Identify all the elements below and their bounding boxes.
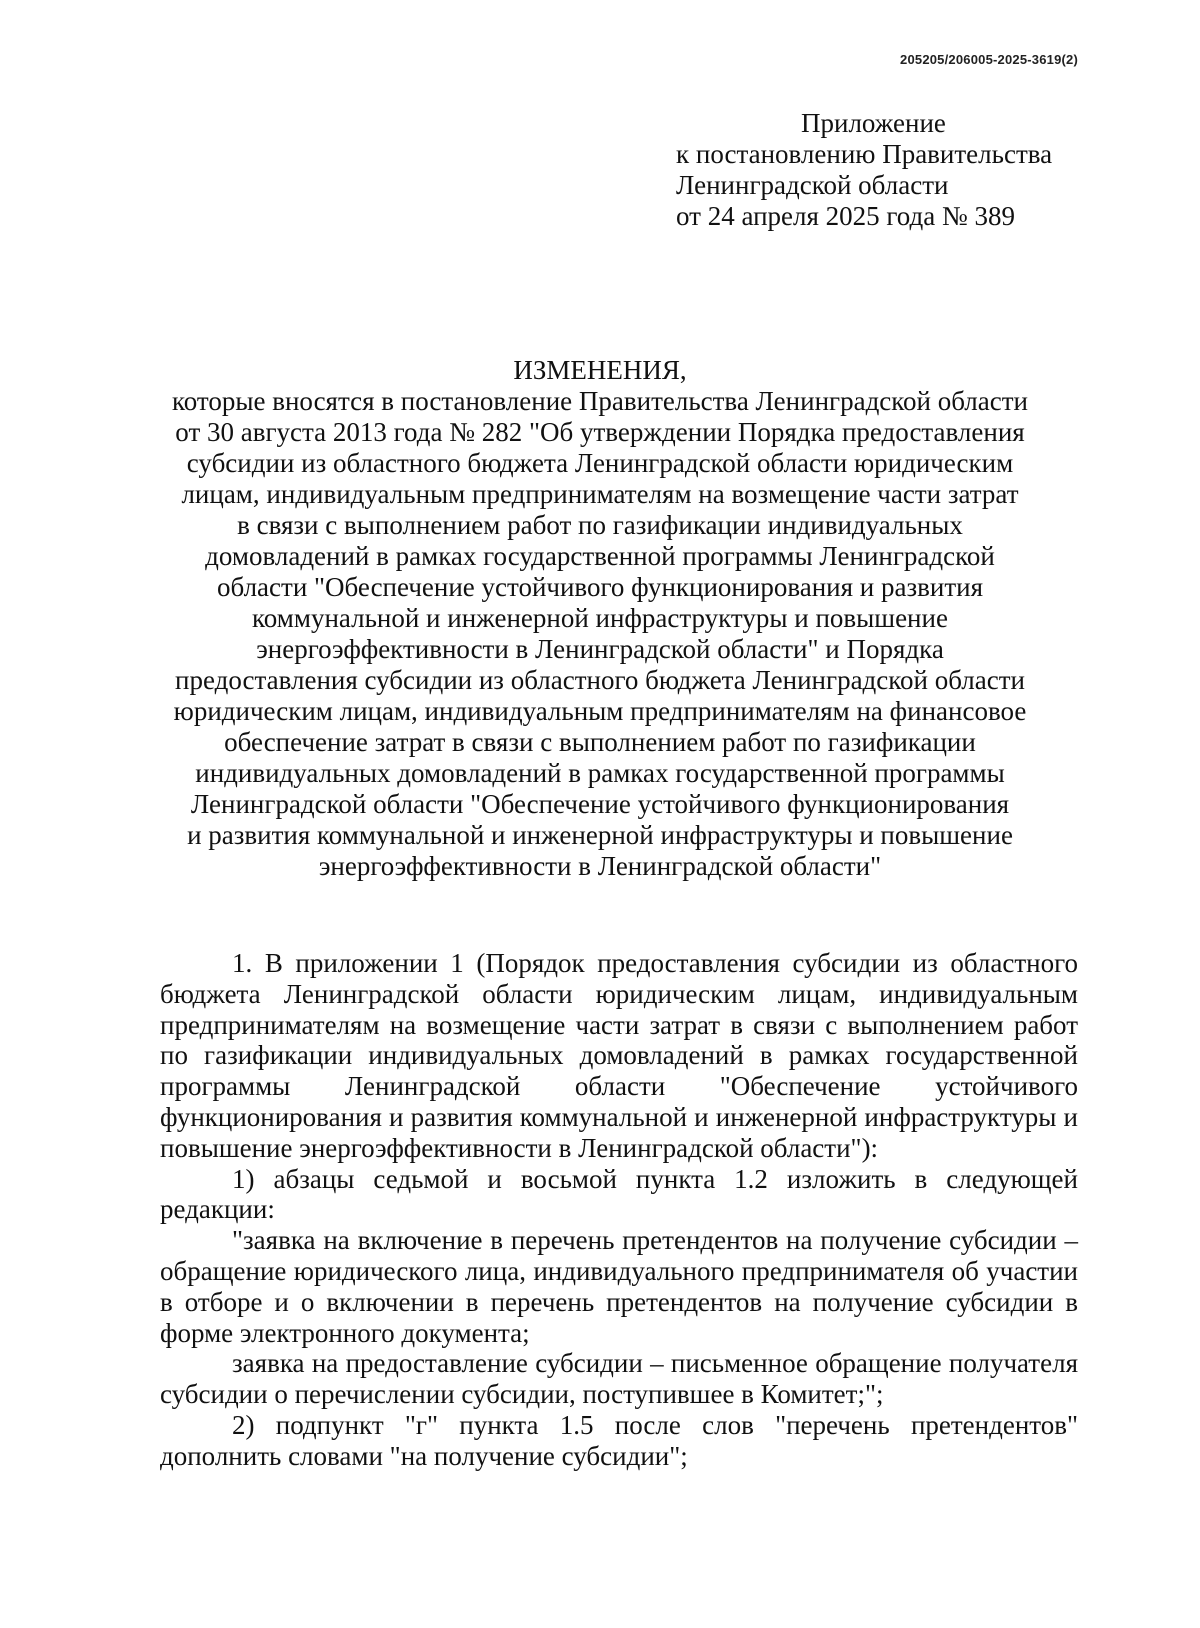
appendix-block [676,108,1052,232]
paragraph-subitem-1: 1) абзацы седьмой и восьмой пункта 1.2 изложить в следующей редакции: [160,1163,1078,1225]
title-line: лицам, индивидуальным предпринимателям на возмещение части затрат [181,479,1019,509]
title-line: юридическим лицам, индивидуальным предпринимателям на финансовое [173,696,1027,726]
appendix-line-1: Приложение [801,108,946,138]
paragraph-item-1: 1. В приложении 1 (Порядок предоставления субсидии из областного бюджета Ленинградской области юридическим лицам, индивидуальным предпринимателям на возмещение части затрат в связи с выполнением работ по газификации индивидуальных домовладений в рамках государственной программы Ленинградской области "Обеспечение устойчивого функционирования и развития коммунальной и инженерной инфраструктуры и повышение энергоэффективности в Ленинградской области"): [160,948,1078,1163]
document-registration-number: 205205/206005-2025-3619(2) [900,52,1078,67]
title-line: Ленинградской области "Обеспечение устойчивого функционирования [190,789,1010,819]
title-line: в связи с выполнением работ по газификации индивидуальных [237,510,963,540]
paragraph-subitem-2: 2) подпункт "г" пункта 1.5 после слов "перечень претендентов" дополнить словами "на получение субсидии"; [160,1409,1078,1471]
title-line: и развития коммунальной и инженерной инфраструктуры и повышение [187,820,1013,850]
title-line: коммунальной и инженерной инфраструктуры и повышение [252,603,948,633]
title-line: обеспечение затрат в связи с выполнением работ по газификации [224,727,976,757]
title-line: от 30 августа 2013 года № 282 "Об утверждении Порядка предоставления [175,417,1025,447]
appendix-line-3: Ленинградской области [676,170,949,200]
document-body [160,948,1078,1472]
paragraph-quote-1: "заявка на включение в перечень претендентов на получение субсидии – обращение юридического лица, индивидуального предпринимателя об участии в отборе и о включении в перечень претендентов на получение субсидии в форме электронного документа; [160,1225,1078,1348]
title-line: предоставления субсидии из областного бюджета Ленинградской области [175,665,1025,695]
appendix-line-2: к постановлению Правительства [676,139,1053,169]
title-line: энергоэффективности в Ленинградской области" и Порядка [256,634,944,664]
document-heading: ИЗМЕНЕНИЯ, [513,355,687,385]
paragraph-quote-2: заявка на предоставление субсидии – письменное обращение получателя субсидии о перечислении субсидии, поступившее в Комитет;"; [160,1348,1078,1410]
title-line: домовладений в рамках государственной программы Ленинградской [205,541,995,571]
title-line: индивидуальных домовладений в рамках государственной программы [195,758,1005,788]
title-line: энергоэффективности в Ленинградской области" [318,851,882,881]
document-title-block [0,355,1200,882]
appendix-line-4: от 24 апреля 2025 года № 389 [676,201,1016,231]
title-line: которые вносятся в постановление Правительства Ленинградской области [171,386,1028,416]
title-line: субсидии из областного бюджета Ленинградской области юридическим [186,448,1014,478]
title-line: области "Обеспечение устойчивого функционирования и развития [217,572,983,602]
